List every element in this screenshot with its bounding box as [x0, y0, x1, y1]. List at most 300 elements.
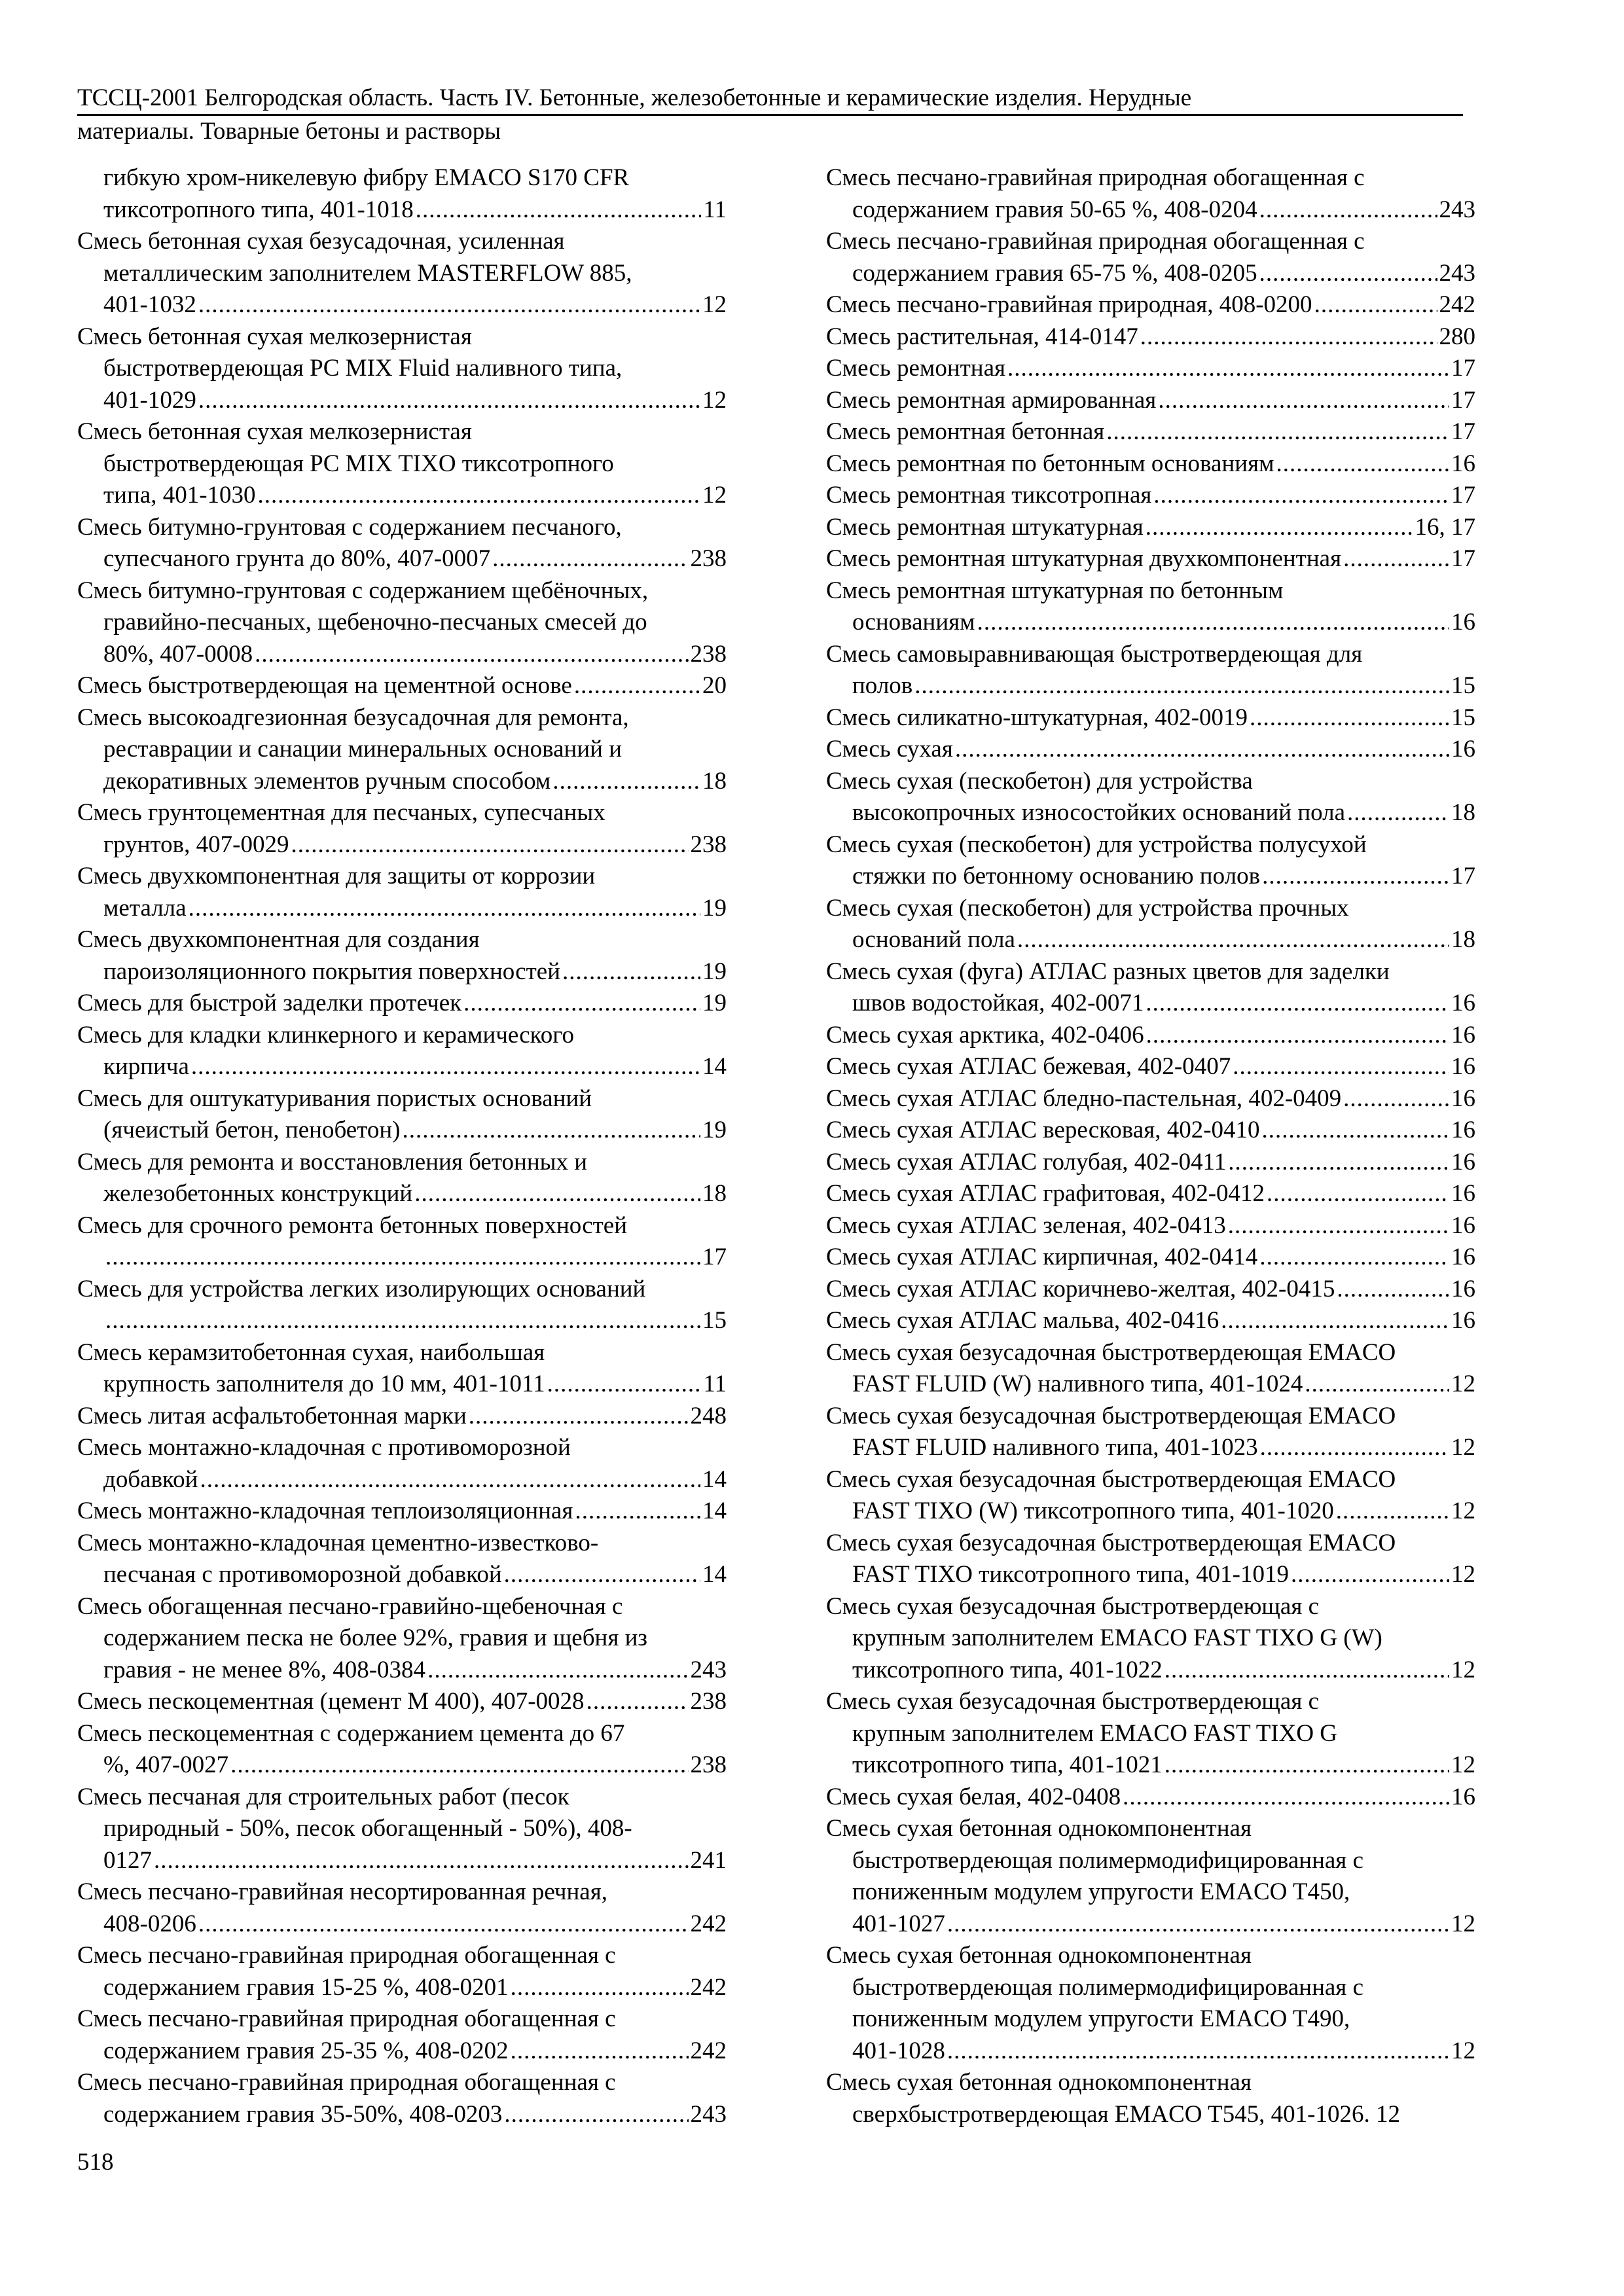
index-entry-text: Смесь сухая АТЛАС графитовая, 402-0412 — [826, 1180, 1265, 1207]
index-entry-text: Смесь монтажно-кладочная цементно-известково- — [77, 1529, 599, 1556]
dot-leader — [154, 1845, 689, 1877]
index-entry — [826, 1464, 1475, 1528]
index-entry-line — [826, 1464, 1475, 1496]
index-entry-line — [826, 1718, 1475, 1750]
index-entry — [826, 1115, 1475, 1147]
index-entry — [826, 512, 1475, 544]
index-entry-text: Смесь песчано-гравийная природная обогащенная с — [77, 2069, 616, 2096]
dot-leader — [1259, 1242, 1449, 1274]
header-line-1: ТССЦ-2001 Белгородская область. Часть IV. Бетонные, железобетонные и керамические изделия. Нерудные — [77, 84, 1192, 111]
index-entry-line — [77, 1337, 727, 1369]
index-entry-text: Смесь битумно-грунтовая с содержанием песчаного, — [77, 513, 622, 541]
index-entry-text: Смесь сухая безусадочная быстротвердеющая с — [826, 1592, 1320, 1620]
index-entry-text: Смесь сухая — [826, 736, 953, 762]
index-entry-text: гравия - не менее 8%, 408-0384 — [103, 1656, 426, 1683]
index-entry — [77, 1020, 727, 1083]
page-reference: 238 — [690, 545, 727, 572]
index-entry — [826, 1401, 1475, 1464]
index-entry-text: Смесь сухая АТЛАС вересковая, 402-0410 — [826, 1117, 1260, 1143]
index-entry-line — [77, 1274, 727, 1306]
dot-leader — [414, 1178, 700, 1210]
index-entry — [77, 1876, 727, 1940]
dot-leader — [189, 893, 700, 925]
index-entry-text: Смесь ремонтная штукатурная — [826, 513, 1144, 541]
index-entry-line — [826, 766, 1475, 798]
index-entry-line — [826, 194, 1475, 226]
dot-leader — [914, 670, 1449, 702]
page-reference: 16 — [1451, 450, 1475, 477]
page-reference: 14 — [702, 1465, 727, 1493]
index-entry-text: содержанием гравия 35-50%, 408-0203 — [103, 2100, 503, 2128]
index-entry — [826, 1083, 1475, 1115]
index-entry — [77, 1210, 727, 1274]
index-entry-text: Смесь песчано-гравийная природная обогащенная с — [826, 164, 1365, 191]
index-entry-line — [826, 512, 1475, 544]
page-reference: 15 — [1451, 704, 1475, 731]
index-entry — [826, 829, 1475, 893]
index-entry-text: супесчаного грунта до 80%, 407-0007 — [103, 545, 491, 572]
page-reference: 19 — [702, 990, 727, 1016]
dot-leader — [947, 1909, 1449, 1941]
index-entry-text: крупность заполнителя до 10 мм, 401-1011 — [103, 1371, 545, 1397]
index-entry-line — [826, 2067, 1475, 2099]
index-entry — [826, 1147, 1475, 1179]
dot-leader — [1140, 321, 1437, 353]
index-entry-text: пароизоляционного покрытия поверхностей — [103, 958, 561, 985]
index-entry-line — [77, 480, 727, 512]
index-entry — [77, 861, 727, 924]
dot-leader — [1158, 385, 1449, 417]
index-entry — [826, 893, 1475, 956]
index-entry — [826, 1274, 1475, 1306]
index-entry-line — [826, 797, 1475, 829]
dot-leader — [511, 2036, 689, 2068]
index-entry-text: FAST FLUID (W) наливного типа, 401-1024 — [852, 1371, 1303, 1397]
index-entry-text: содержанием гравия 50-65 %, 408-0204 — [852, 196, 1257, 223]
index-entry-text: Смесь песчано-гравийная природная обогащенная с — [826, 228, 1365, 255]
index-entry-line — [826, 480, 1475, 512]
index-entry-line — [826, 1496, 1475, 1528]
index-entry — [826, 1686, 1475, 1782]
index-entry-line — [826, 829, 1475, 861]
index-entry-text: Смесь сухая (пескобетон) для устройства прочных — [826, 894, 1349, 922]
index-entry — [826, 162, 1475, 226]
index-entry — [826, 321, 1475, 353]
page-reference: 17 — [1451, 386, 1475, 414]
page-reference: 18 — [702, 1180, 727, 1207]
index-entry-line — [826, 1909, 1475, 1941]
index-entry-text: песчаная с противоморозной добавкой — [103, 1561, 502, 1588]
page-reference: 14 — [702, 1561, 727, 1588]
index-entry — [77, 226, 727, 321]
index-entry-line — [826, 1115, 1475, 1147]
dot-leader — [1007, 353, 1449, 385]
index-entry-text: Смесь сухая (пескобетон) для устройства — [826, 767, 1253, 795]
index-entry-line — [77, 1528, 727, 1560]
index-entry-text: швов водостойкая, 402-0071 — [852, 990, 1144, 1016]
page-reference: 12 — [1451, 1751, 1475, 1778]
index-entry-text: стяжки по бетонному основанию полов — [852, 863, 1261, 889]
dot-leader — [1343, 543, 1449, 575]
index-entry-line — [826, 1940, 1475, 1972]
index-entry-text: содержанием гравия 25-35 %, 408-0202 — [103, 2037, 509, 2064]
index-entry-line — [77, 1909, 727, 1941]
dot-leader — [1153, 480, 1449, 512]
index-entry-text: Смесь обогащенная песчано-гравийно-щебеночная с — [77, 1592, 623, 1620]
index-entry — [77, 1274, 727, 1337]
page-reference: 17 — [702, 1244, 727, 1270]
index-entry-text: 401-1029 — [103, 386, 196, 414]
dot-leader — [511, 1972, 689, 2004]
index-entry-line — [826, 956, 1475, 988]
index-entry — [826, 1242, 1475, 1274]
index-entry-text: Смесь ремонтная армированная — [826, 386, 1157, 414]
index-entry-line — [826, 1591, 1475, 1623]
dot-leader — [1336, 1496, 1449, 1528]
index-entry-text: Смесь сухая белая, 402-0408 — [826, 1783, 1121, 1810]
index-entry-line — [77, 829, 727, 861]
index-entry-line — [826, 1242, 1475, 1274]
index-entry-text: Смесь двухкомпонентная для создания — [77, 926, 480, 953]
index-entry-text: Смесь ремонтная штукатурная по бетонным — [826, 577, 1284, 604]
page-reference: 15 — [702, 1307, 727, 1334]
index-entry — [826, 289, 1475, 321]
index-entry-text: Смесь монтажно-кладочная теплоизоляционная — [77, 1498, 573, 1524]
dot-leader — [198, 385, 700, 417]
dot-leader — [1267, 1178, 1449, 1210]
header-line-2: материалы. Товарные бетоны и растворы — [77, 118, 501, 145]
index-entry-text: Смесь ремонтная штукатурная двухкомпонентная — [826, 545, 1342, 572]
index-entry — [77, 797, 727, 861]
index-entry-line — [826, 543, 1475, 575]
index-entry-line — [77, 1178, 727, 1210]
index-entry-line — [77, 1749, 727, 1782]
dot-leader — [504, 1559, 700, 1591]
index-entry-line — [77, 1972, 727, 2004]
page-reference: 248 — [690, 1402, 727, 1429]
index-entry-text: типа, 401-1030 — [103, 482, 256, 509]
index-entry-text: металлическим заполнителем MASTERFLOW 885, — [103, 259, 632, 287]
index-entry-line — [77, 448, 727, 480]
index-entry-line — [826, 2099, 1475, 2131]
page-reference: 12 — [1451, 2037, 1475, 2064]
index-entry-text: Смесь самовыравнивающая быстротвердеющая для — [826, 640, 1363, 668]
index-entry-text: Смесь быстротвердеющая на цементной основе — [77, 672, 572, 699]
page-reference: 242 — [690, 1910, 727, 1937]
dot-leader — [1221, 1305, 1449, 1337]
index-entry-line — [77, 1147, 727, 1179]
dot-leader — [427, 1655, 688, 1687]
index-entry-line — [77, 1369, 727, 1401]
index-entry — [826, 480, 1475, 512]
index-entry-text: Смесь сухая АТЛАС коричнево-желтая, 402-0415 — [826, 1275, 1335, 1302]
index-entry — [826, 226, 1475, 289]
index-entry — [826, 766, 1475, 829]
dot-leader — [1259, 258, 1437, 290]
index-entry-text: Смесь песчано-гравийная несортированная речная, — [77, 1878, 607, 1905]
dot-leader — [291, 829, 688, 861]
index-entry-text: FAST TIXO (W) тиксотропного типа, 401-1020 — [852, 1498, 1334, 1524]
dot-leader — [1291, 1559, 1449, 1591]
dot-leader — [1347, 797, 1449, 829]
page-reference: 16 — [1451, 1180, 1475, 1207]
index-column-right — [826, 162, 1475, 2130]
index-entry-line — [77, 607, 727, 639]
dot-leader — [977, 607, 1449, 639]
index-entry-text: Смесь двухкомпонентная для защиты от коррозии — [77, 863, 596, 889]
index-entry-line — [826, 1845, 1475, 1877]
index-entry-text: тиксотропного типа, 401-1021 — [852, 1751, 1163, 1778]
index-entry-text: основаниям — [852, 609, 975, 636]
page-reference: 16 — [1451, 1021, 1475, 1049]
index-entry-line — [826, 1686, 1475, 1718]
index-entry-text: Смесь сухая АТЛАС бледно-пастельная, 402-0409 — [826, 1085, 1342, 1112]
index-entry-line — [77, 670, 727, 702]
index-entry-line — [826, 289, 1475, 321]
index-entry-text: 0127 — [103, 1846, 152, 1874]
index-entry-text: содержанием гравия 65-75 %, 408-0205 — [852, 259, 1257, 287]
index-entry-text: Смесь силикатно-штукатурная, 402-0019 — [826, 704, 1248, 731]
index-entry — [77, 162, 727, 226]
page-reference: 16 — [1451, 1275, 1475, 1302]
index-entry-line — [826, 702, 1475, 734]
index-entry-line — [77, 2036, 727, 2068]
index-entry-text: Смесь сухая АТЛАС бежевая, 402-0407 — [826, 1053, 1231, 1080]
index-entry-line — [826, 162, 1475, 194]
index-entry — [826, 956, 1475, 1020]
index-entry-text: декоративных элементов ручным способом — [103, 767, 551, 795]
index-entry-text: Смесь бетонная сухая мелкозернистая — [77, 418, 472, 445]
index-entry-text: реставрации и санации минеральных оснований и — [103, 736, 623, 762]
index-entry-text: Смесь сухая бетонная однокомпонентная — [826, 1942, 1252, 1969]
index-entry-text: Смесь для срочного ремонта бетонных поверхностей — [77, 1211, 628, 1239]
index-entry-line — [826, 1020, 1475, 1052]
dot-leader — [1250, 702, 1449, 734]
index-entry-text: железобетонных конструкций — [103, 1180, 413, 1207]
index-entry-text: Смесь бетонная сухая мелкозернистая — [77, 323, 472, 350]
index-entry-text: Смесь сухая (пескобетон) для устройства полусухой — [826, 831, 1367, 858]
index-entry-line — [77, 1813, 727, 1845]
dot-leader — [1343, 1083, 1449, 1115]
index-entry-line — [77, 1496, 727, 1528]
index-entry — [77, 321, 727, 417]
dot-leader — [191, 1051, 700, 1083]
index-entry-text: быстротвердеющая PC MIX Fluid наливного типа, — [103, 355, 623, 382]
index-entry-line — [77, 2067, 727, 2099]
page-reference: 242 — [690, 1973, 727, 2001]
index-entry-text: Смесь литая асфальтобетонная марки — [77, 1402, 467, 1429]
index-entry-text: гравийно-песчаных, щебеночно-песчаных смесей до — [103, 609, 647, 636]
index-entry — [826, 734, 1475, 766]
index-entry-line — [826, 1147, 1475, 1179]
page-reference: 12 — [702, 291, 727, 318]
index-entry-text: содержанием гравия 15-25 %, 408-0201 — [103, 1973, 509, 2001]
index-entry-line — [77, 194, 727, 226]
index-entry-line — [826, 607, 1475, 639]
dot-leader — [403, 1115, 700, 1147]
dot-leader — [492, 543, 688, 575]
index-entry — [77, 1528, 727, 1591]
dot-leader — [1314, 289, 1437, 321]
index-entry-line — [826, 448, 1475, 480]
dot-leader — [574, 670, 700, 702]
index-entry-text: Смесь для быстрой заделки протечек — [77, 990, 462, 1016]
index-entry — [77, 512, 727, 575]
index-entry-text: пониженным модулем упругости EMACO T490, — [852, 2005, 1350, 2032]
page-reference: 243 — [690, 2100, 727, 2128]
index-entry — [77, 1782, 727, 1877]
index-entry — [77, 1686, 727, 1718]
index-entry — [826, 1178, 1475, 1210]
page-reference: 16 — [1451, 990, 1475, 1016]
index-entry-text: 408-0206 — [103, 1910, 196, 1937]
dot-leader — [469, 1401, 689, 1433]
page-reference: 14 — [702, 1053, 727, 1080]
index-entry-line — [77, 2003, 727, 2036]
index-entry-text: Смесь монтажно-кладочная с противоморозной — [77, 1434, 571, 1461]
index-entry — [826, 448, 1475, 480]
index-entry-line — [77, 1718, 727, 1750]
page-reference: 15 — [1451, 672, 1475, 699]
index-entry — [826, 416, 1475, 448]
index-entry-line — [77, 766, 727, 798]
index-entry-text: высокопрочных износостойких оснований пола — [852, 799, 1346, 826]
index-entry-line — [77, 1591, 727, 1623]
index-entry-text: Смесь для устройства легких изолирующих оснований — [77, 1275, 646, 1302]
index-entry-line — [77, 1464, 727, 1496]
index-entry-text: природный - 50%, песок обогащенный - 50%), 408- — [103, 1815, 632, 1842]
index-entry-text: Смесь растительная, 414-0147 — [826, 323, 1138, 350]
index-entry — [826, 1051, 1475, 1083]
page-reference: 280 — [1439, 323, 1475, 350]
index-entry-line — [77, 1210, 727, 1242]
dot-leader — [198, 289, 700, 321]
page-reference: 16 — [1451, 1085, 1475, 1112]
index-entry-text: содержанием песка не более 92%, гравия и щебня из — [103, 1624, 648, 1651]
page-reference: 241 — [690, 1846, 727, 1874]
index-entry-line — [826, 924, 1475, 956]
index-entry-line — [77, 956, 727, 988]
index-entry-text: Смесь песчано-гравийная природная обогащенная с — [77, 2005, 616, 2032]
page-reference: 18 — [1451, 926, 1475, 953]
index-entry — [826, 385, 1475, 417]
index-entry-line — [826, 1623, 1475, 1655]
index-entry-text: Смесь для ремонта и восстановления бетонных и — [77, 1148, 588, 1175]
page-reference: 19 — [702, 958, 727, 985]
page-reference: 17 — [1451, 545, 1475, 572]
page-reference: 16 — [1451, 609, 1475, 636]
index-entry-line — [77, 893, 727, 925]
index-entry-line — [77, 575, 727, 607]
dot-leader — [1228, 1210, 1449, 1242]
index-entry-line — [77, 1432, 727, 1464]
index-entry-text: полов — [852, 672, 913, 699]
dot-leader — [1146, 512, 1413, 544]
page-reference: 12 — [1451, 1910, 1475, 1937]
index-entry-text: Смесь керамзитобетонная сухая, наибольшая — [77, 1338, 545, 1366]
index-entry — [77, 2003, 727, 2067]
index-entry-text: Смесь сухая бетонная однокомпонентная — [826, 2069, 1252, 2096]
page-reference: 16 — [1451, 1117, 1475, 1143]
index-entry-line — [826, 1369, 1475, 1401]
dot-leader — [547, 1369, 702, 1401]
dot-leader — [504, 2099, 688, 2131]
dot-leader — [562, 956, 700, 988]
dot-leader — [1228, 1147, 1449, 1179]
index-entry-line — [77, 1020, 727, 1052]
page-reference: 12 — [1451, 1561, 1475, 1588]
dot-leader — [1164, 1749, 1449, 1782]
page-reference: 17 — [1451, 863, 1475, 889]
index-entry — [826, 1305, 1475, 1337]
index-entry-text: 80%, 407-0008 — [103, 640, 253, 668]
page-reference: 16 — [1451, 1307, 1475, 1334]
dot-leader — [230, 1749, 688, 1782]
index-entry-text: сверхбыстротвердеющая EMACO T545, 401-1026. — [852, 2100, 1370, 2128]
index-entry-line — [826, 861, 1475, 893]
index-entry-text: Смесь для оштукатуривания пористых оснований — [77, 1085, 592, 1112]
index-entry — [826, 1528, 1475, 1591]
index-entry-line — [826, 2036, 1475, 2068]
page-reference: 18 — [702, 767, 727, 795]
index-entry — [77, 2067, 727, 2130]
index-entry-line — [826, 1655, 1475, 1687]
index-entry-text: Смесь бетонная сухая безусадочная, усиленная — [77, 228, 565, 255]
page-reference: 12 — [1375, 2100, 1400, 2128]
dot-leader — [255, 639, 688, 671]
page-reference: 243 — [1439, 196, 1475, 223]
index-entry-text: Смесь песчано-гравийная природная, 408-0200 — [826, 291, 1312, 318]
dot-leader — [1164, 1655, 1449, 1687]
index-entry-line — [77, 1242, 727, 1274]
page-reference: 11 — [703, 1371, 727, 1397]
page-reference: 16 — [1451, 1053, 1475, 1080]
index-entry-line — [77, 543, 727, 575]
index-entry-line — [826, 1083, 1475, 1115]
index-entry-line — [826, 385, 1475, 417]
index-entry — [826, 353, 1475, 385]
index-entry-line — [77, 1782, 727, 1814]
index-entry-line — [77, 1401, 727, 1433]
dot-leader — [200, 1464, 700, 1496]
dot-leader — [1259, 194, 1437, 226]
index-entry-text: Смесь сухая безусадочная быстротвердеющая EMACO — [826, 1465, 1396, 1493]
index-entry — [826, 2067, 1475, 2130]
index-entry — [826, 1782, 1475, 1814]
page-reference: 242 — [690, 2037, 727, 2064]
index-entry — [77, 670, 727, 702]
index-entry — [77, 1718, 727, 1782]
index-entry-line — [826, 1559, 1475, 1591]
page-reference: 16 — [1451, 1148, 1475, 1175]
page-reference: 16 — [1451, 1244, 1475, 1270]
index-entry-text: крупным заполнителем EMACO FAST TIXO G — [852, 1719, 1338, 1747]
index-entry-text: Смесь сухая арктика, 402-0406 — [826, 1021, 1144, 1049]
index-entry — [826, 1813, 1475, 1940]
index-entry-line — [77, 1940, 727, 1972]
index-entry-line — [826, 2003, 1475, 2036]
index-entry-line — [826, 1876, 1475, 1909]
index-entry-line — [826, 1051, 1475, 1083]
index-entry-text: Смесь пескоцементная с содержанием цемента до 67 — [77, 1719, 625, 1747]
dot-leader — [198, 1909, 689, 1941]
dot-leader — [1276, 448, 1449, 480]
index-entry-text: Смесь песчано-гравийная природная обогащенная с — [77, 1942, 616, 1969]
dot-leader — [1260, 1432, 1449, 1464]
index-entry-line — [826, 1813, 1475, 1845]
dot-leader — [463, 988, 700, 1020]
page-reference: 16 — [1451, 1211, 1475, 1239]
